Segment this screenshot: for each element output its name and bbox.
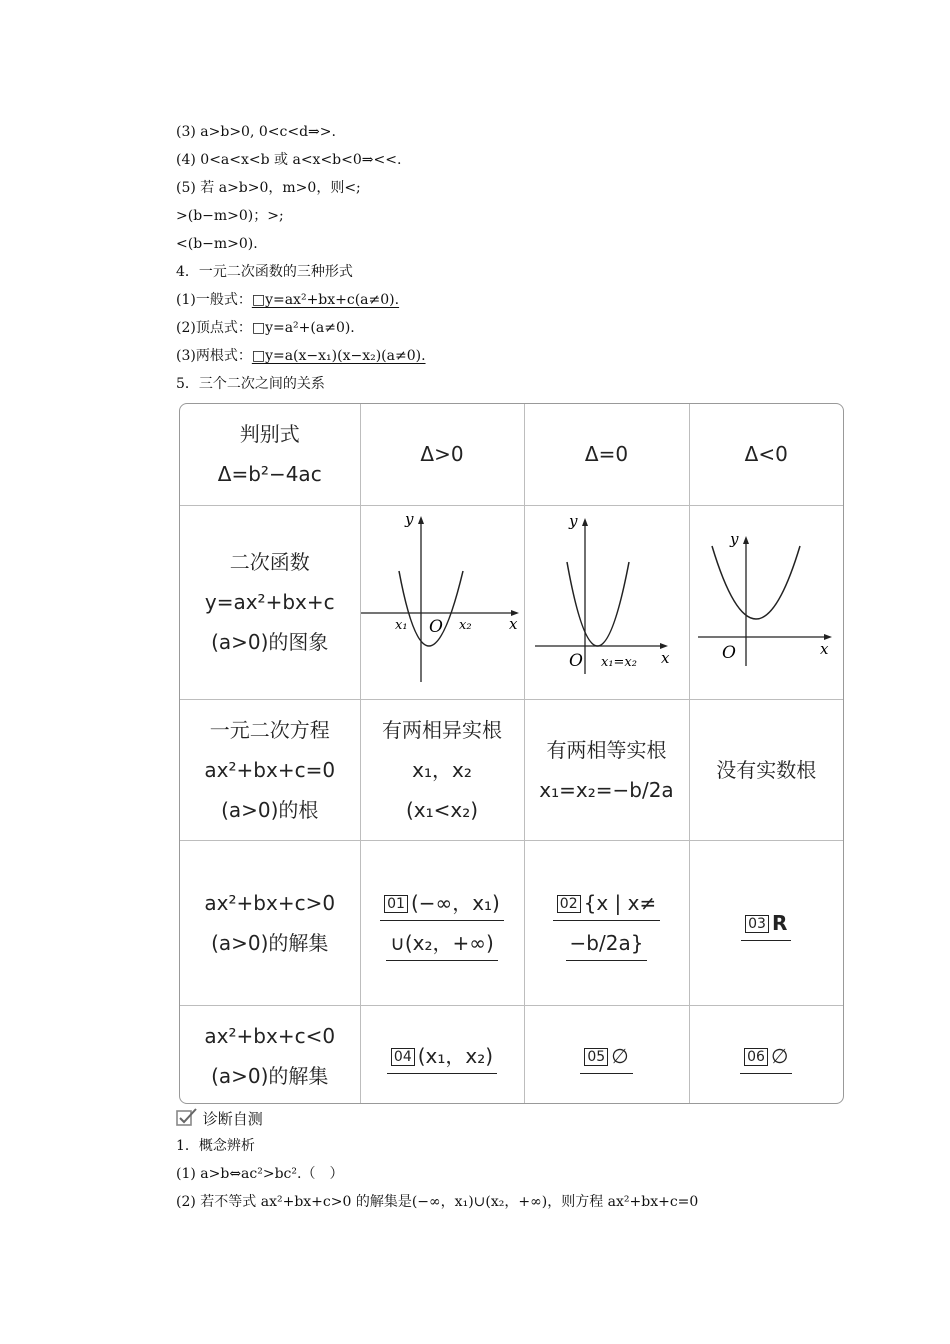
roots-none-cell: 没有实数根 [689,699,843,840]
quadratic-relations-table [179,403,844,1104]
cell-text: ax²+bx+c>0 [204,890,336,915]
text-line: (3) a>b>0, 0<c<d⇒>. [176,124,336,140]
heading-text: 诊断自测 [202,1110,263,1128]
origin-label: O [568,650,583,671]
lt-solution-distinct-cell [360,1005,524,1104]
text-line: (1) a>b⇔ac²>bc².（ ） [176,1166,344,1182]
cell-text: 判别式 [239,422,300,447]
cell-text: ax²+bx+c=0 [204,757,336,782]
cell-text: 有两相等实根 [546,737,667,762]
cell-text: x₁，x₂ [412,757,472,782]
x2-label: x₂ [458,617,472,633]
gt-solution-none-cell [689,840,843,1005]
answer-number-box: 04 [391,1048,415,1066]
table-row [180,1005,843,1104]
text-line: >(b−m>0)；>; [176,208,284,224]
cell-text: (a>0)的解集 [211,930,329,955]
answer-number-box: 02 [557,895,581,913]
cell-text: ∅ [770,1043,789,1068]
cell-text: (x₁，x₂) [417,1043,494,1068]
parabola-no-roots-graph [690,506,842,686]
y-label: y [568,511,577,530]
x-label: x [660,648,669,667]
cell-text: 二次函数 [229,550,310,574]
cell-text: 有两相异实根 [382,717,502,742]
answer-number-box: 05 [584,1048,608,1066]
form-vertex [176,318,355,338]
cell-text: y=ax²+bx+c [204,590,335,614]
header-col2: Δ=0 [524,404,689,505]
text-line: (4) 0<a<x<b 或 a<x<b<0⇒<<. [176,152,402,168]
cell-text: ∪(x₂，+∞) [390,930,494,955]
y-axis-arrow [582,518,588,526]
parabola-curve [567,562,629,646]
parabola-double-root-graph [525,506,690,686]
cell-text: (x₁<x₂) [405,797,479,822]
graph-cell-double-root [524,505,689,699]
form-formula: □y=ax²+bx+c(a≠0). [251,292,400,308]
form-formula: □y=a²+(a≠0). [251,320,355,336]
cell-text: x₁=x₂=−b/2a [539,777,674,802]
table-row [180,699,843,840]
cell-text: (a>0)的解集 [211,1063,329,1088]
parabola-two-roots-graph [361,506,525,686]
cell-text: 一元二次方程 [209,717,330,742]
cell-text: {x | x≠ [583,890,657,915]
table-row [180,840,843,1005]
roots-equal-cell [524,699,689,840]
text-line: (2) 若不等式 ax²+bx+c>0 的解集是(−∞，x₁)∪(x₂，+∞)，则方程 ax²+bx+c=0 [176,1194,699,1210]
form-label: (1)一般式： [176,292,252,308]
graph-cell-no-roots [689,505,843,699]
cell-text: (a>0)的根 [221,797,319,822]
form-formula: □y=a(x−x₁)(x−x₂)(a≠0). [251,348,426,364]
text-line: <(b−m>0). [176,236,258,252]
header-col1: Δ>0 [360,404,524,505]
lt-solution-none-cell [689,1005,843,1104]
header-col3: Δ<0 [689,404,843,505]
cell-text: ax²+bx+c<0 [204,1023,336,1048]
cell-text: (a>0)的图象 [211,630,329,654]
roots-label-cell [180,699,360,840]
answer-number-box: 03 [745,915,769,933]
cell-text: −b/2a} [569,930,644,955]
section-heading: 5．三个二次之间的关系 [176,376,325,392]
self-check-heading [176,1108,263,1129]
answer-number-box: 06 [744,1048,768,1066]
origin-label: O [428,616,443,637]
answer-number-box: 01 [384,895,408,913]
roots-distinct-cell [360,699,524,840]
text-line: 1．概念辨析 [176,1138,255,1154]
text-line: (5) 若 a>b>0，m>0，则<; [176,180,361,196]
gt-solution-distinct-cell [360,840,524,1005]
y-label: y [730,529,739,548]
gt-solution-equal-cell [524,840,689,1005]
form-label: (3)两根式： [176,348,252,364]
parabola-curve [712,546,800,619]
cell-text: ∅ [611,1043,629,1068]
form-roots [176,346,426,366]
cell-text: R [771,910,788,935]
table-row [180,505,843,699]
form-general [176,290,399,310]
form-label: (2)顶点式： [176,320,252,336]
y-label: y [404,509,413,528]
x1-label: x₁ [394,617,408,633]
x-label: x [820,639,829,658]
section-heading: 4．一元二次函数的三种形式 [176,264,353,280]
y-axis-arrow [743,536,749,544]
cell-text: (−∞，x₁) [410,890,500,915]
header-label-cell [180,404,360,505]
x-label: x [508,614,517,633]
cell-text: Δ=b²−4ac [217,462,322,487]
origin-label: O [722,642,737,663]
double-root-label: x₁=x₂ [600,654,637,670]
checkbox-pen-icon [176,1108,198,1128]
lt-label-cell [180,1005,360,1104]
graph-cell-two-roots [360,505,524,699]
table-row [180,404,843,505]
graph-label-cell [180,505,360,699]
y-axis-arrow [418,516,424,524]
gt-label-cell [180,840,360,1005]
lt-solution-equal-cell [524,1005,689,1104]
